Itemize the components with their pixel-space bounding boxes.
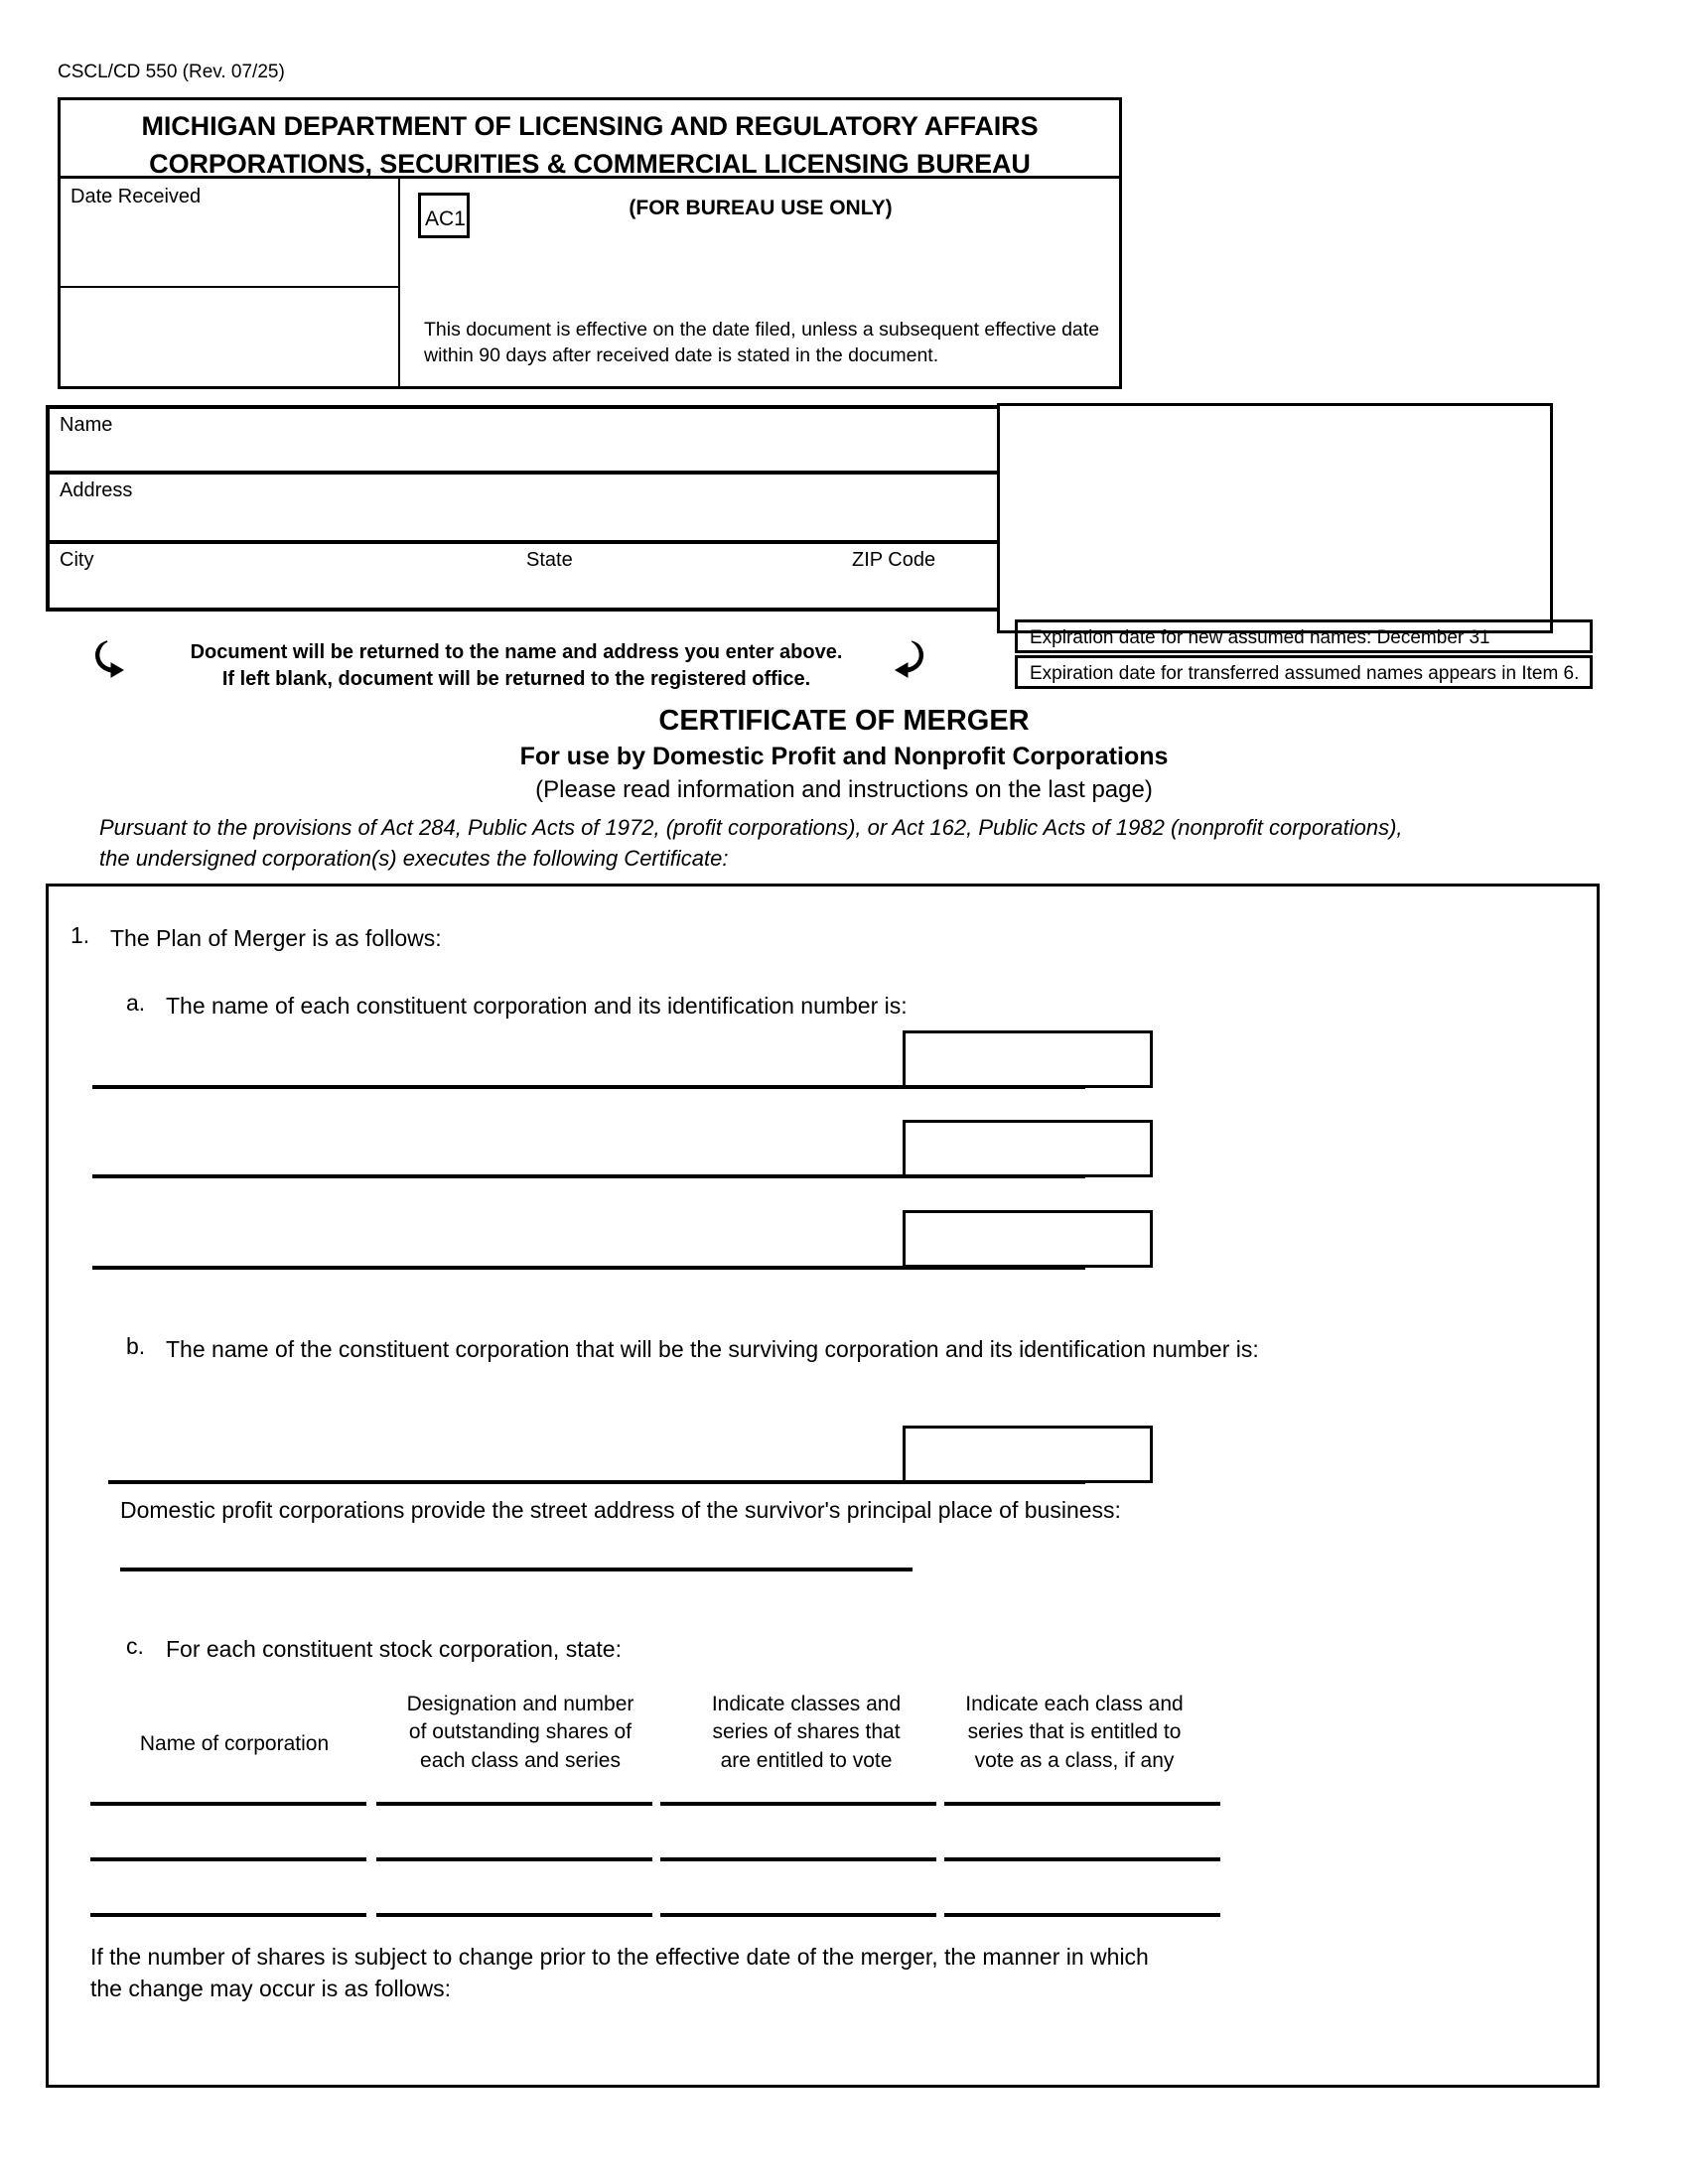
table-row[interactable] [660, 1857, 936, 1861]
return-address-block [46, 405, 1039, 612]
curl-arrow-icon [884, 635, 931, 683]
address-label: Address [60, 479, 133, 501]
pursuant-line1: Pursuant to the provisions of Act 284, Public Acts of 1972, (profit corporations), or Act 162, Public Acts of 1982 (nonprofit corporations), [99, 815, 1403, 840]
date-received-cell[interactable] [61, 179, 400, 386]
item1a-text: The name of each constituent corporation and its identification number is: [166, 993, 908, 1019]
col2-line1: Designation and number [406, 1693, 634, 1715]
col2-line3: each class and series [420, 1748, 621, 1772]
curl-arrow-icon [87, 635, 135, 683]
pursuant-line2: the undersigned corporation(s) executes the following Certificate: [99, 846, 729, 872]
effective-date-note: This document is effective on the date filed, unless a subsequent effective date within 90 days after received date is stated in the document. [424, 319, 1100, 366]
shares-change-line2: the change may occur is as follows: [90, 1976, 452, 2002]
table-row[interactable] [944, 1857, 1220, 1861]
column-header-designation-and-number [376, 1691, 664, 1775]
item1c-text: For each constituent stock corporation, state: [166, 1636, 622, 1662]
name-field-row[interactable] [50, 409, 1035, 475]
item1-heading: The Plan of Merger is as follows: [110, 925, 442, 951]
certificate-subtitle: For use by Domestic Profit and Nonprofit Corporations [519, 743, 1169, 770]
item1a-letter: a. [126, 990, 146, 1016]
col3-line3: are entitled to vote [720, 1748, 893, 1772]
city-label: City [60, 549, 94, 571]
certificate-title: CERTIFICATE OF MERGER [658, 705, 1030, 737]
department-header-box [58, 97, 1122, 179]
constituent-id-box-3[interactable] [903, 1210, 1153, 1268]
col1-line1: Name of corporation [139, 1732, 330, 1755]
shares-change-note [90, 1941, 1381, 2004]
item1b-letter: b. [126, 1333, 146, 1359]
table-row[interactable] [376, 1802, 652, 1806]
col3-line1: Indicate classes and [711, 1693, 902, 1715]
table-row[interactable] [660, 1802, 936, 1806]
col2-line2: of outstanding shares of [408, 1720, 633, 1744]
form-number: CSCL/CD 550 (Rev. 07/25) [58, 62, 285, 82]
street-address-line[interactable] [120, 1568, 913, 1571]
state-label: State [526, 549, 573, 571]
city-state-zip-row[interactable] [50, 544, 1035, 608]
constituent-id-box-2[interactable] [903, 1120, 1153, 1177]
ac1-code-box: AC1 [418, 193, 470, 238]
department-header-line1: MICHIGAN DEPARTMENT OF LICENSING AND REGULATORY AFFAIRS [141, 111, 1039, 141]
item1b-text: The name of the constituent corporation that will be the surviving corporation and its identification number is: [166, 1336, 1259, 1362]
return-note-line1: Document will be returned to the name and address you enter above. [190, 641, 843, 663]
table-row[interactable] [90, 1857, 366, 1861]
col3-line2: series of shares that [712, 1720, 901, 1744]
zip-code-label: ZIP Code [852, 549, 936, 571]
date-received-divider [61, 286, 398, 288]
bureau-use-block [58, 179, 1122, 389]
table-row[interactable] [90, 1802, 366, 1806]
item1c-letter: c. [126, 1633, 144, 1659]
name-label: Name [60, 414, 113, 436]
col4-line1: Indicate each class and [965, 1693, 1184, 1715]
table-row[interactable] [90, 1913, 366, 1917]
table-row[interactable] [376, 1857, 652, 1861]
col4-line2: series that is entitled to [967, 1720, 1182, 1744]
bureau-use-only-label: (FOR BUREAU USE ONLY) [629, 197, 893, 219]
expiration-new-assumed-names: Expiration date for new assumed names: December 31 [1015, 619, 1593, 653]
item1-number: 1. [70, 922, 90, 948]
expiration-transferred-assumed-names: Expiration date for transferred assumed names appears in Item 6. [1015, 655, 1593, 689]
table-row[interactable] [944, 1802, 1220, 1806]
shares-change-line1: If the number of shares is subject to change prior to the effective date of the merger, the manner in which [90, 1944, 1149, 1970]
col4-line3: vote as a class, if any [974, 1748, 1175, 1772]
street-address-note: Domestic profit corporations provide the street address of the survivor's principal place of business: [120, 1497, 1121, 1523]
main-content-box [46, 884, 1600, 2088]
column-header-classes-entitled-to-vote [662, 1691, 950, 1775]
return-instruction-note [149, 639, 884, 693]
table-row[interactable] [660, 1913, 936, 1917]
table-row[interactable] [944, 1913, 1220, 1917]
return-note-line2: If left blank, document will be returned to the registered office. [221, 668, 811, 690]
date-received-label: Date Received [70, 186, 202, 207]
column-header-name-of-corporation [90, 1730, 378, 1758]
bureau-stamp-area [997, 403, 1553, 633]
certificate-pursuant-text [99, 812, 1589, 874]
table-row[interactable] [376, 1913, 652, 1917]
certificate-instruction: (Please read information and instructions on the last page) [535, 776, 1153, 803]
department-header-line2: CORPORATIONS, SECURITIES & COMMERCIAL LICENSING BUREAU [149, 149, 1031, 179]
column-header-class-vote-as-class [930, 1691, 1218, 1775]
constituent-id-box-1[interactable] [903, 1030, 1153, 1088]
address-field-row[interactable] [50, 475, 1035, 544]
surviving-corp-id-box[interactable] [903, 1426, 1153, 1483]
